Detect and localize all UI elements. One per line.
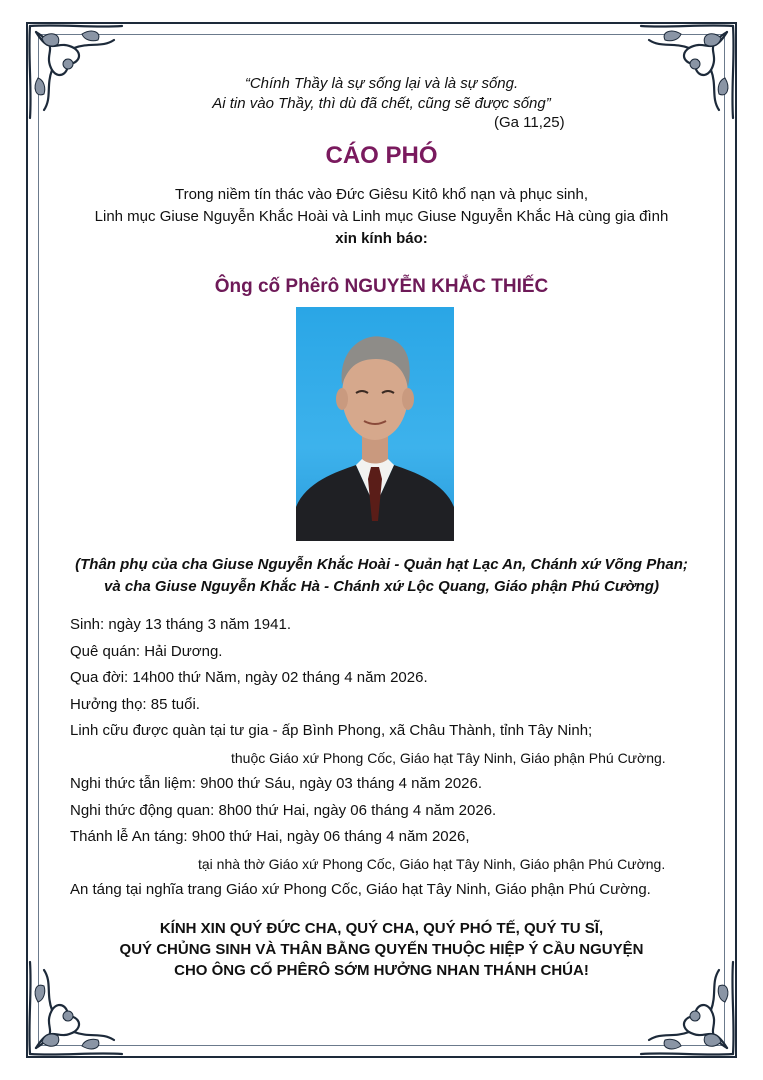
- detail-funeral-mass-location: tại nhà thờ Giáo xứ Phong Cốc, Giáo hạt Tây Ninh, Giáo phận Phú Cường.: [198, 855, 666, 872]
- relationship-caption: [0, 554, 763, 598]
- detail-birth: Sinh: ngày 13 tháng 3 năm 1941.: [70, 616, 292, 633]
- intro-text: [0, 184, 763, 250]
- closing-line-1: KÍNH XIN QUÝ ĐỨC CHA, QUÝ CHA, QUÝ PHÓ TẾ, QUÝ TU SĨ,: [159, 920, 604, 937]
- detail-wake-location: Linh cữu được quàn tại tư gia - ấp Bình Phong, xã Châu Thành, tỉnh Tây Ninh;: [70, 722, 593, 739]
- caption-line-2: và cha Giuse Nguyễn Khắc Hà - Chánh xứ Lộc Quang, Giáo phận Phú Cường): [104, 578, 659, 595]
- detail-shrouding: Nghi thức tẫn liệm: 9h00 thứ Sáu, ngày 03 tháng 4 năm 2026.: [70, 775, 483, 792]
- detail-burial: An táng tại nghĩa trang Giáo xứ Phong Cốc, Giáo hạt Tây Ninh, Giáo phận Phú Cường.: [70, 881, 651, 898]
- intro-line-3: xin kính báo:: [335, 230, 428, 247]
- intro-line-2: Linh mục Giuse Nguyễn Khắc Hoài và Linh mục Giuse Nguyễn Khắc Hà cùng gia đình: [94, 208, 669, 225]
- portrait-photo: [296, 307, 454, 541]
- scripture-quote: [0, 74, 763, 114]
- quote-reference: (Ga 11,25): [494, 114, 565, 131]
- detail-funeral-mass: Thánh lễ An táng: 9h00 thứ Hai, ngày 06 tháng 4 năm 2026,: [70, 828, 470, 845]
- quote-line-2: Ai tin vào Thầy, thì dù đã chết, cũng sẽ được sống”: [212, 95, 551, 112]
- detail-hometown: Quê quán: Hải Dương.: [70, 642, 223, 660]
- closing-line-3: CHO ÔNG CỐ PHÊRÔ SỚM HƯỞNG NHAN THÁNH CHÚA!: [174, 962, 589, 979]
- closing-line-2: QUÝ CHỦNG SINH VÀ THÂN BẰNG QUYẾN THUỘC HIỆP Ý CẦU NGUYỆN: [119, 941, 644, 958]
- detail-coffin-departure: Nghi thức động quan: 8h00 thứ Hai, ngày 06 tháng 4 năm 2026.: [70, 801, 497, 819]
- portrait-illustration: [296, 307, 454, 541]
- funeral-details: [70, 612, 700, 904]
- caption-line-1: (Thân phụ của cha Giuse Nguyễn Khắc Hoài - Quản hạt Lạc An, Chánh xứ Võng Phan;: [75, 556, 688, 573]
- quote-line-1: “Chính Thầy là sự sống lại và là sự sống.: [244, 75, 519, 92]
- page-title: CÁO PHÓ: [325, 142, 438, 169]
- intro-line-1: Trong niềm tín thác vào Đức Giêsu Kitô khổ nạn và phục sinh,: [174, 186, 589, 203]
- detail-death: Qua đời: 14h00 thứ Năm, ngày 02 tháng 4 năm 2026.: [70, 669, 428, 686]
- closing-request: [0, 918, 763, 981]
- detail-wake-parish: thuộc Giáo xứ Phong Cốc, Giáo hạt Tây Ninh, Giáo phận Phú Cường.: [231, 749, 666, 766]
- deceased-name: Ông cố Phêrô NGUYỄN KHẮC THIẾC: [214, 276, 549, 297]
- detail-age: Hưởng thọ: 85 tuổi.: [70, 695, 200, 713]
